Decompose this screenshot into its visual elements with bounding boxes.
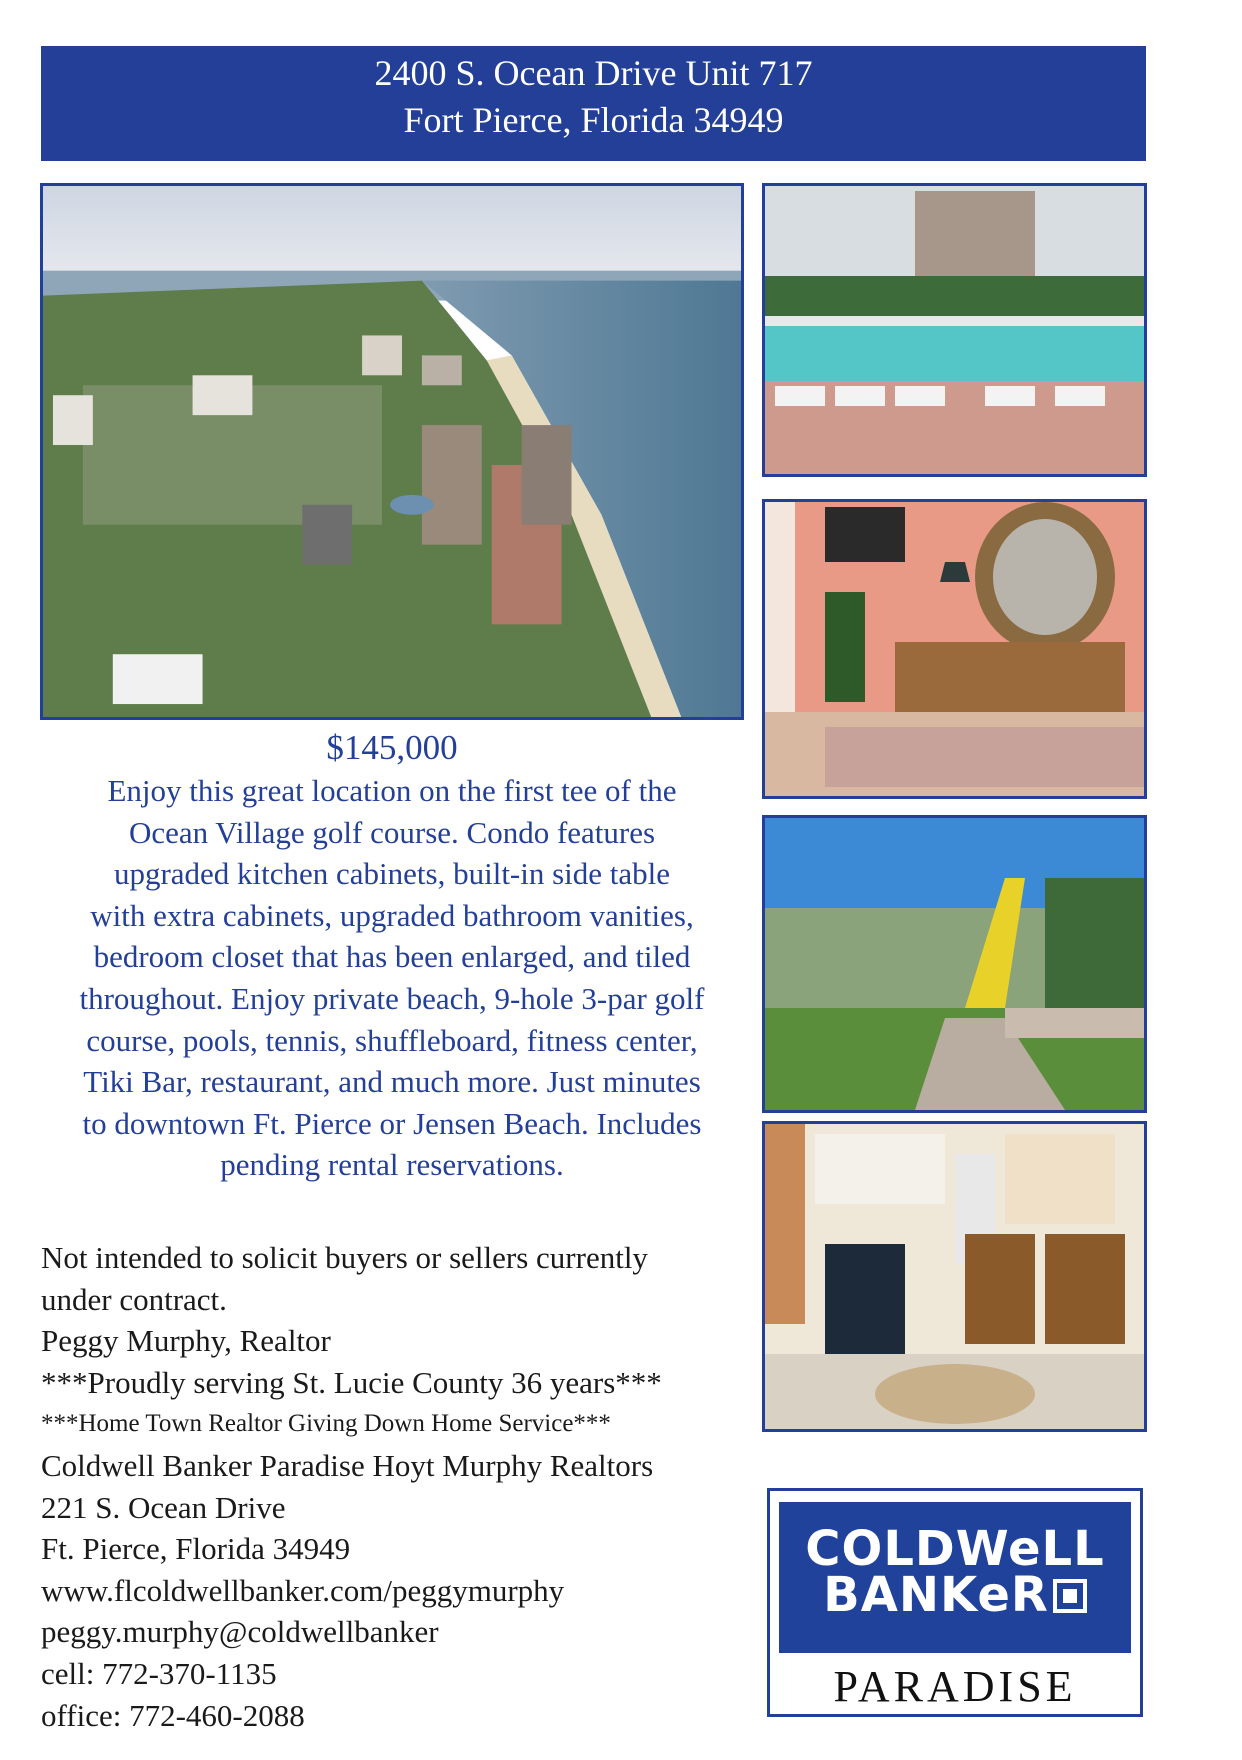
logo-subtitle: PARADISE [833,1662,1077,1711]
email-link[interactable]: peggy.murphy@coldwellbanker [41,1614,439,1650]
website-link[interactable]: www.flcoldwellbanker.com/peggymurphy [41,1572,565,1608]
address-line-city: Fort Pierce, Florida 34949 [403,100,784,140]
description-line: with extra cabinets, upgraded bathroom vanities, [90,897,694,933]
description-line: Tiki Bar, restaurant, and much more. Just minutes [83,1064,701,1100]
listing-description [40,726,744,1186]
logo-line-2: BANKeR [823,1567,1049,1623]
company-name: Coldwell Banker Paradise Hoyt Murphy Realtors [41,1447,654,1483]
description-line: bedroom closet that has been enlarged, and tiled [93,939,691,975]
description-line: course, pools, tennis, shuffleboard, fitness center, [86,1022,698,1058]
pool-photo [762,183,1147,477]
agent-tagline: ***Proudly serving St. Lucie County 36 years*** [41,1364,662,1400]
kitchen-photo [762,1121,1147,1432]
logo-mark-icon [1053,1579,1087,1613]
description-line: Enjoy this great location on the first tee of the [107,773,677,808]
description-text [40,770,744,1186]
office-phone: office: 772-460-2088 [41,1697,305,1733]
cell-phone: cell: 772-370-1135 [41,1655,277,1691]
description-line: Ocean Village golf course. Condo features [128,814,656,850]
agent-name: Peggy Murphy, Realtor [41,1323,331,1359]
bedroom-photo [762,499,1147,799]
disclaimer-line-1: Not intended to solicit buyers or sellers currently [41,1240,648,1275]
listing-price: $145,000 [326,728,458,767]
description-line: to downtown Ft. Pierce or Jensen Beach. Includes [82,1105,702,1141]
description-line: throughout. Enjoy private beach, 9-hole 3-par golf [79,980,705,1016]
contact-block [41,1237,741,1736]
disclaimer-line-2: under contract. [41,1281,227,1317]
beach-path-photo [762,815,1147,1113]
aerial-photo [40,183,744,720]
address-banner [41,46,1146,161]
logo-line-1: COLDWeLL [805,1521,1105,1577]
address-line-street: 2400 S. Ocean Drive Unit 717 [374,53,813,93]
description-line: upgraded kitchen cabinets, built-in side table [113,856,671,892]
logo-line-2-wrap [779,1567,1131,1623]
agent-slogan: ***Home Town Realtor Giving Down Home Service*** [41,1410,611,1438]
coldwell-banker-logo [767,1488,1143,1717]
company-address: 221 S. Ocean Drive [41,1489,286,1525]
logo-wordmark [779,1502,1131,1653]
company-city: Ft. Pierce, Florida 34949 [41,1531,351,1567]
description-line: pending rental reservations. [220,1147,564,1183]
